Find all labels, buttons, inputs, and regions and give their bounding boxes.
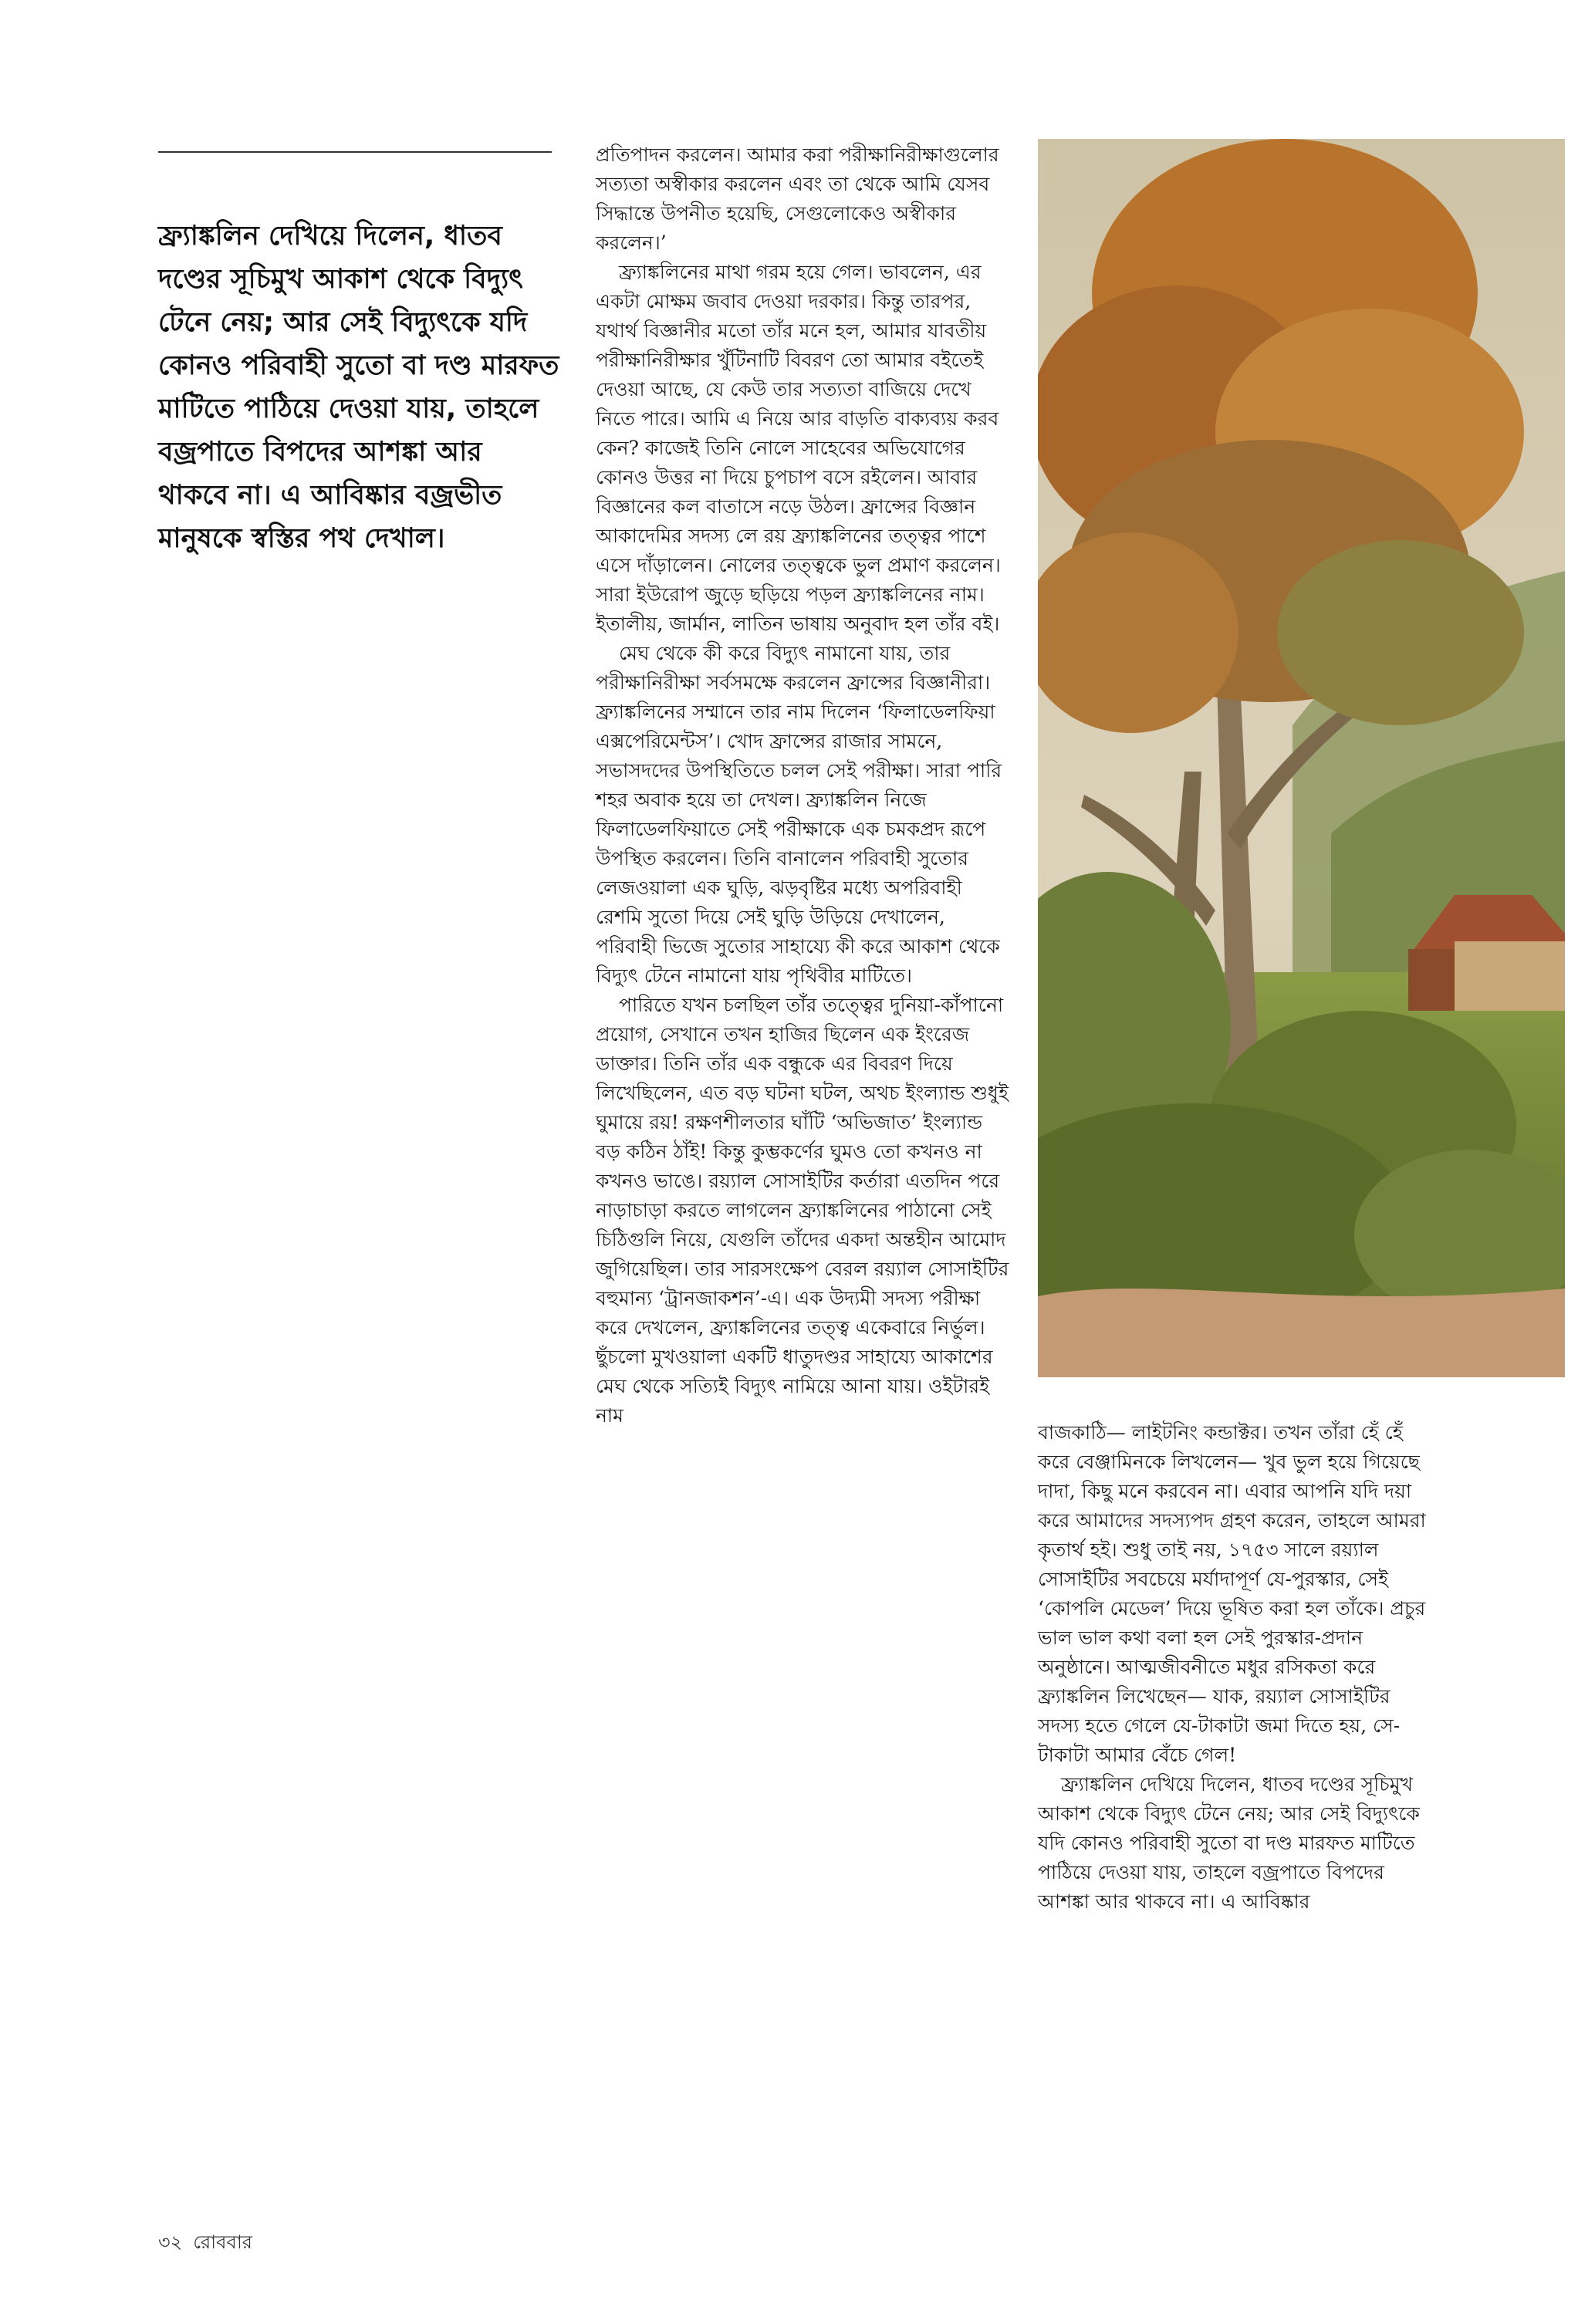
landscape-illustration	[1038, 139, 1565, 1377]
publication-name: রোববার	[193, 2231, 252, 2253]
paragraph: ফ্র্যাঙ্কলিনের মাথা গরম হয়ে গেল। ভাবলেন, এর একটা মোক্ষম জবাব দেওয়া দরকার। কিন্তু তারপর, যথার্থ বিজ্ঞানীর মতো তাঁর মনে হল, আমার যাবতীয় পরীক্ষানিরীক্ষার খুঁটিনাটি বিবরণ তো আমার বইতেই দেওয়া আছে, যে কেউ তার সত্যতা বাজিয়ে দেখে নিতে পারে। আমি এ নিয়ে আর বাড়তি বাক্যব্যয় করব কেন? কাজেই তিনি নোলে সাহেবের অভিযোগের কোনও উত্তর না দিয়ে চুপচাপ বসে রইলেন। আবার বিজ্ঞানের কল বাতাসে নড়ে উঠল। ফ্রান্সের বিজ্ঞান আকাদেমির সদস্য লে রয় ফ্র্যাঙ্কলিনের তত্ত্বর পাশে এসে দাঁড়ালেন। নোলের তত্ত্বকে ভুল প্রমাণ করলেন। সারা ইউরোপ জুড়ে ছড়িয়ে পড়ল ফ্র্যাঙ্কলিনের নাম। ইতালীয়, জার্মান, লাতিন ভাষায় অনুবাদ হল তাঁর বই।	[596, 261, 1001, 635]
tree-landscape-image	[1038, 139, 1565, 1377]
paragraph: ফ্র্যাঙ্কলিন দেখিয়ে দিলেন, ধাতব দণ্ডের সূচিমুখ আকাশ থেকে বিদ্যুৎ টেনে নেয়; আর সেই বিদ্যুৎকে যদি কোনও পরিবাহী সুতো বা দণ্ড মারফত মাটিতে পাঠিয়ে দেওয়া যায়, তাহলে বজ্রপাতে বিপদের আশঙ্কা আর থাকবে না। এ আবিষ্কার	[1038, 1773, 1420, 1913]
page-footer	[158, 2228, 263, 2259]
middle-column	[596, 140, 1012, 1431]
pullquote-rule	[158, 151, 552, 153]
pullquote: ফ্র্যাঙ্কলিন দেখিয়ে দিলেন, ধাতব দণ্ডের সূচিমুখ আকাশ থেকে বিদ্যুৎ টেনে নেয়; আর সেই বিদ্যুৎকে যদি কোনও পরিবাহী সুতো বা দণ্ড মারফত মাটিতে পাঠিয়ে দেওয়া যায়, তাহলে বজ্রপাতে বিপদের আশঙ্কা আর থাকবে না। এ আবিষ্কার বজ্রভীত মানুষকে স্বস্তির পথ দেখাল।	[158, 221, 559, 554]
right-column	[1038, 1418, 1428, 1917]
page-number: ৩২	[158, 2231, 183, 2253]
paragraph: মেঘ থেকে কী করে বিদ্যুৎ নামানো যায়, তার পরীক্ষানিরীক্ষা সর্বসমক্ষে করলেন ফ্রান্সের বিজ্ঞানীরা। ফ্র্যাঙ্কলিনের সম্মানে তার নাম দিলেন ‘ফিলাডেলফিয়া এক্সপেরিমেন্টস’। খোদ ফ্রান্সের রাজার সামনে, সভাসদদের উপস্থিতিতে চলল সেই পরীক্ষা। সারা পারি শহর অবাক হয়ে তা দেখল। ফ্র্যাঙ্কলিন নিজে ফিলাডেলফিয়াতে সেই পরীক্ষাকে এক চমকপ্রদ রূপে উপস্থিত করলেন। তিনি বানালেন পরিবাহী সুতোর লেজওয়ালা এক ঘুড়ি, ঝড়বৃষ্টির মধ্যে অপরিবাহী রেশমি সুতো দিয়ে সেই ঘুড়ি উড়িয়ে দেখালেন, পরিবাহী ভিজে সুতোর সাহায্যে কী করে আকাশ থেকে বিদ্যুৎ টেনে নামানো যায় পৃথিবীর মাটিতে।	[596, 642, 1002, 987]
paragraph: প্রতিপাদন করলেন। আমার করা পরীক্ষানিরীক্ষাগুলোর সত্যতা অস্বীকার করলেন এবং তা থেকে আমি যেসব সিদ্ধান্তে উপনীত হয়েছি, সেগুলোকেও অস্বীকার করলেন।’	[596, 144, 999, 254]
paragraph: বাজকাঠি— লাইটনিং কন্ডাক্টর। তখন তাঁরা হেঁ হেঁ করে বেঞ্জামিনকে লিখলেন— খুব ভুল হয়ে গিয়েছে দাদা, কিছু মনে করবেন না। এবার আপনি যদি দয়া করে আমাদের সদস্যপদ গ্রহণ করেন, তাহলে আমরা কৃতার্থ হই। শুধু তাই নয়, ১৭৫৩ সালে রয়্যাল সোসাইটির সবচেয়ে মর্যাদাপূর্ণ যে-পুরস্কার, সেই ‘কোপলি মেডেল’ দিয়ে ভূষিত করা হল তাঁকে। প্রচুর ভাল ভাল কথা বলা হল সেই পুরস্কার-প্রদান অনুষ্ঠানে। আত্মজীবনীতে মধুর রসিকতা করে ফ্র্যাঙ্কলিন লিখেছেন— যাক, রয়্যাল সোসাইটির সদস্য হতে গেলে যে-টাকাটা জমা দিতে হয়, সে-টাকাটা আমার বেঁচে গেল!	[1038, 1421, 1426, 1766]
paragraph: পারিতে যখন চলছিল তাঁর তত্ত্বের দুনিয়া-কাঁপানো প্রয়োগ, সেখানে তখন হাজির ছিলেন এক ইংরেজ ডাক্তার। তিনি তাঁর এক বন্ধুকে এর বিবরণ দিয়ে লিখেছিলেন, এত বড় ঘটনা ঘটল, অথচ ইংল্যান্ড শুধুই ঘুমায়ে রয়! রক্ষণশীলতার ঘাঁটি ‘অভিজাত’ ইংল্যান্ড বড় কঠিন ঠাঁই! কিন্তু কুম্ভকর্ণের ঘুমও তো কখনও না কখনও ভাঙে। রয়্যাল সোসাইটির কর্তারা এতদিন পরে নাড়াচাড়া করতে লাগলেন ফ্র্যাঙ্কলিনের পাঠানো সেই চিঠিগুলি নিয়ে, যেগুলি তাঁদের একদা অন্তহীন আমোদ জুগিয়েছিল। তার সারসংক্ষেপ বেরল রয়্যাল সোসাইটির বহুমান্য ‘ট্রানজাকশন’-এ। এক উদ্যমী সদস্য পরীক্ষা করে দেখলেন, ফ্র্যাঙ্কলিনের তত্ত্ব একেবারে নির্ভুল। ছুঁচলো মুখওয়ালা একটি ধাতুদণ্ডর সাহায্যে আকাশের মেঘ থেকে সত্যিই বিদ্যুৎ নামিয়ে আনা যায়। ওইটারই নাম	[596, 994, 1009, 1427]
